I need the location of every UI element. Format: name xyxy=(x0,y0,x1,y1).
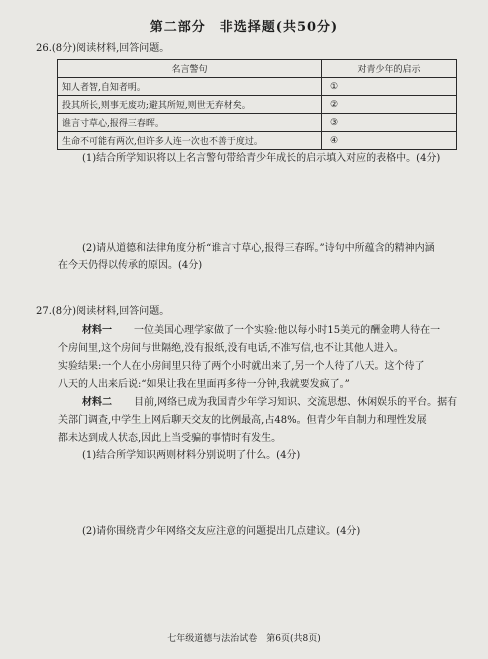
table-row xyxy=(58,114,457,132)
question-26-part-2-line-2: 在今天仍得以传承的原因。(4分) xyxy=(58,260,203,271)
question-26-stem: 26.(8分)阅读材料,回答问题。 xyxy=(36,43,170,54)
table-row xyxy=(58,96,457,114)
table-row xyxy=(58,78,457,96)
page-footer: 七年级道德与法治试卷 第6页(共8页) xyxy=(167,634,321,644)
table-header-quotes: 名言警句 xyxy=(58,60,322,78)
question-27-part-1: (1)结合所学知识两则材料分别说明了什么。(4分) xyxy=(82,450,301,461)
answer-cell: ④ xyxy=(322,132,457,150)
material-1-line: 个房间里,这个房间与世隔绝,没有报纸,没有电话,不准写信,也不让其他人进入。 xyxy=(58,343,404,354)
material-1-line: 实验结果:一个人在小房间里只待了两个小时就出来了,另一个人待了八天。这个待了 xyxy=(58,361,425,372)
table-header-row xyxy=(58,60,457,78)
material-1-label-text: 材料一 xyxy=(82,325,112,336)
table-header-insight: 对青少年的启示 xyxy=(322,60,457,78)
material-2-line: 都未达到成人状态,因此上当受骗的事情时有发生。 xyxy=(58,433,282,444)
question-26-part-2-line-1: (2)请从道德和法律角度分析“谁言寸草心,报得三春晖。”诗句中所蕴含的精神内涵 xyxy=(82,243,435,254)
table-row xyxy=(58,132,457,150)
material-1-line: 八天的人出来后说:“如果让我在里面再多待一分钟,我就要发疯了。” xyxy=(58,379,350,390)
quote-cell: 生命不可能有两次,但许多人连一次也不善于度过。 xyxy=(58,132,322,150)
answer-cell: ③ xyxy=(322,114,457,132)
quotes-table xyxy=(57,59,457,150)
material-2-label-text: 材料二 xyxy=(82,397,112,408)
material-1-label xyxy=(82,322,112,339)
question-27-stem: 27.(8分)阅读材料,回答问题。 xyxy=(36,306,170,317)
material-2-line: 关部门调查,中学生上网后聊天交友的比例最高,占48%。但青少年自制力和理性发展 xyxy=(58,415,427,426)
quote-cell: 知人者智,自知者明。 xyxy=(58,78,322,96)
material-2-label xyxy=(82,394,112,411)
material-1-line: 一位美国心理学家做了一个实验:他以每小时15美元的酬金聘人待在一 xyxy=(134,325,441,336)
quote-cell: 谁言寸草心,报得三春晖。 xyxy=(58,114,322,132)
answer-cell: ① xyxy=(322,78,457,96)
material-2-line: 目前,网络已成为我国青少年学习知识、交流思想、休闲娱乐的平台。据有 xyxy=(134,397,458,408)
quote-cell: 投其所长,则事无废功;避其所短,则世无弃材矣。 xyxy=(58,96,322,114)
answer-cell: ② xyxy=(322,96,457,114)
question-27-part-2: (2)请你围绕青少年网络交友应注意的问题提出几点建议。(4分) xyxy=(82,526,361,537)
question-26-part-1: (1)结合所学知识将以上名言警句带给青少年成长的启示填入对应的表格中。(4分) xyxy=(82,153,441,164)
section-title: 第二部分 非选择题(共50分) xyxy=(149,20,339,35)
